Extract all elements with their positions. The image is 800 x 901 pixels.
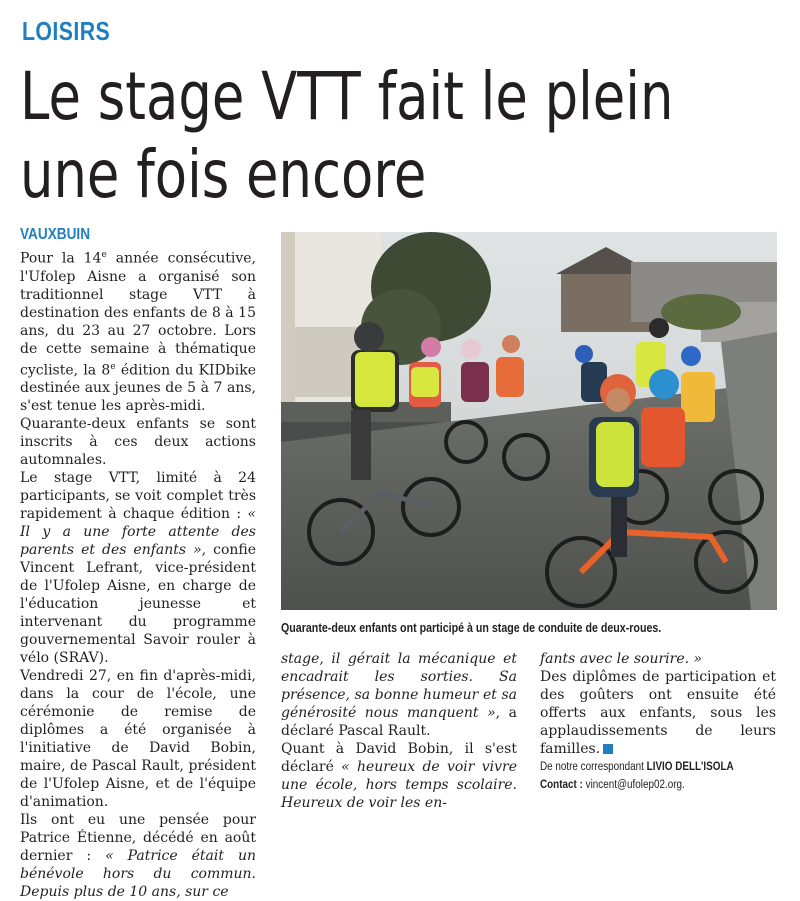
paragraph-1-text-b: année consécutive, l'Ufolep Aisne a organisé son traditionnel stage VTT à destination des enfants de 8 à 15 ans, du 23 au 27 octobre. Lors de cette semaine à thématique cycliste, la 8 <box>20 250 257 379</box>
byline <box>540 758 743 776</box>
paragraph-3 <box>20 469 256 667</box>
paragraph-1 <box>20 246 256 415</box>
article-column-1 <box>20 226 256 901</box>
ordinal-superscript: e <box>101 250 107 260</box>
quote-bobin-end: fants avec le sourire. » <box>540 651 703 667</box>
paragraph-6-quote-cont <box>540 650 776 668</box>
paragraph-5-text-a: Ils ont eu une pensée pour Patrice Étienne, décédé en août dernier : <box>20 812 256 865</box>
paragraph-3-text-a: Le stage VTT, limité à 24 participants, se voit complet très rapidement à chaque édition : <box>20 470 256 523</box>
section-label: LOISIRS <box>22 16 111 46</box>
paragraph-7 <box>540 668 776 758</box>
paragraph-6 <box>281 740 517 812</box>
headline-line-1: Le stage VTT fait le plein <box>20 58 674 135</box>
quote-lefrant: « Il y a une forte attente des parents et des enfants » <box>20 506 256 559</box>
quote-rault-start: « Patrice était un bénévole hors du commun. Depuis plus de 10 ans, sur ce <box>20 848 257 901</box>
byline-label: De notre correspondant <box>540 761 644 773</box>
headline-line-2: une fois encore <box>20 136 427 213</box>
paragraph-5-text-b: , a déclaré Pascal Rault. <box>281 705 518 739</box>
paragraph-5-quote-cont <box>281 650 517 740</box>
quote-bobin-start: « heureux de voir vivre une école, hors temps scolaire. Heureux de voir les en- <box>281 759 517 811</box>
paragraph-2: Quarante-deux enfants se sont inscrits à ces deux actions automnales. <box>20 416 256 469</box>
contact-line <box>540 776 743 794</box>
photo-caption: Quarante-deux enfants ont participé à un stage de conduite de deux-roues. <box>281 620 662 635</box>
quote-rault-end: stage, il gérait la mécanique et encadrait les sorties. Sa présence, sa bonne humeur et sa générosité nous manquent » <box>281 651 517 721</box>
paragraph-3-text-b: , confie Vincent Lefrant, vice-président de l'Ufolep Aisne, en charge de l'éducation jeunesse et intervenant du programme gouvernemental Savoir rouler à vélo (SRAV). <box>20 542 257 667</box>
byline-author: LIVIO DELL'ISOLA <box>646 761 734 773</box>
paragraph-1-text-a: Pour la 14 <box>20 250 102 267</box>
ordinal-superscript-2: e <box>110 361 116 372</box>
contact-email[interactable]: vincent@ufolep02.org. <box>585 779 685 791</box>
article-column-2 <box>281 650 517 812</box>
paragraph-6-text-a: Quant à David Bobin, il s'est déclaré <box>281 741 517 775</box>
paragraph-4: Vendredi 27, en fin d'après-midi, dans la cour de l'école, une cérémonie de remise de diplômes a été organisée à l'initiative de David Bobin, maire, de Pascal Rault, président de l'Ufolep Aisne, et de l'équipe d'animation. <box>20 668 256 811</box>
contact-label: Contact : <box>540 779 583 791</box>
paragraph-5 <box>20 811 256 901</box>
photo-illustration <box>281 232 777 610</box>
article-column-3 <box>540 650 776 794</box>
dateline: VAUXBUIN <box>20 226 91 243</box>
end-of-article-mark <box>603 744 613 754</box>
paragraph-1-text-c: édition du KIDbike destinée aux jeunes de 5 à 7 ans, s'est tenue les après-midi. <box>20 362 256 415</box>
children-on-bikes-photo <box>281 232 777 610</box>
headline <box>20 58 673 214</box>
paragraph-7-text: Des diplômes de participation et des goûters ont ensuite été offerts aux enfants, sous les applaudissements de leurs familles. <box>540 669 776 757</box>
